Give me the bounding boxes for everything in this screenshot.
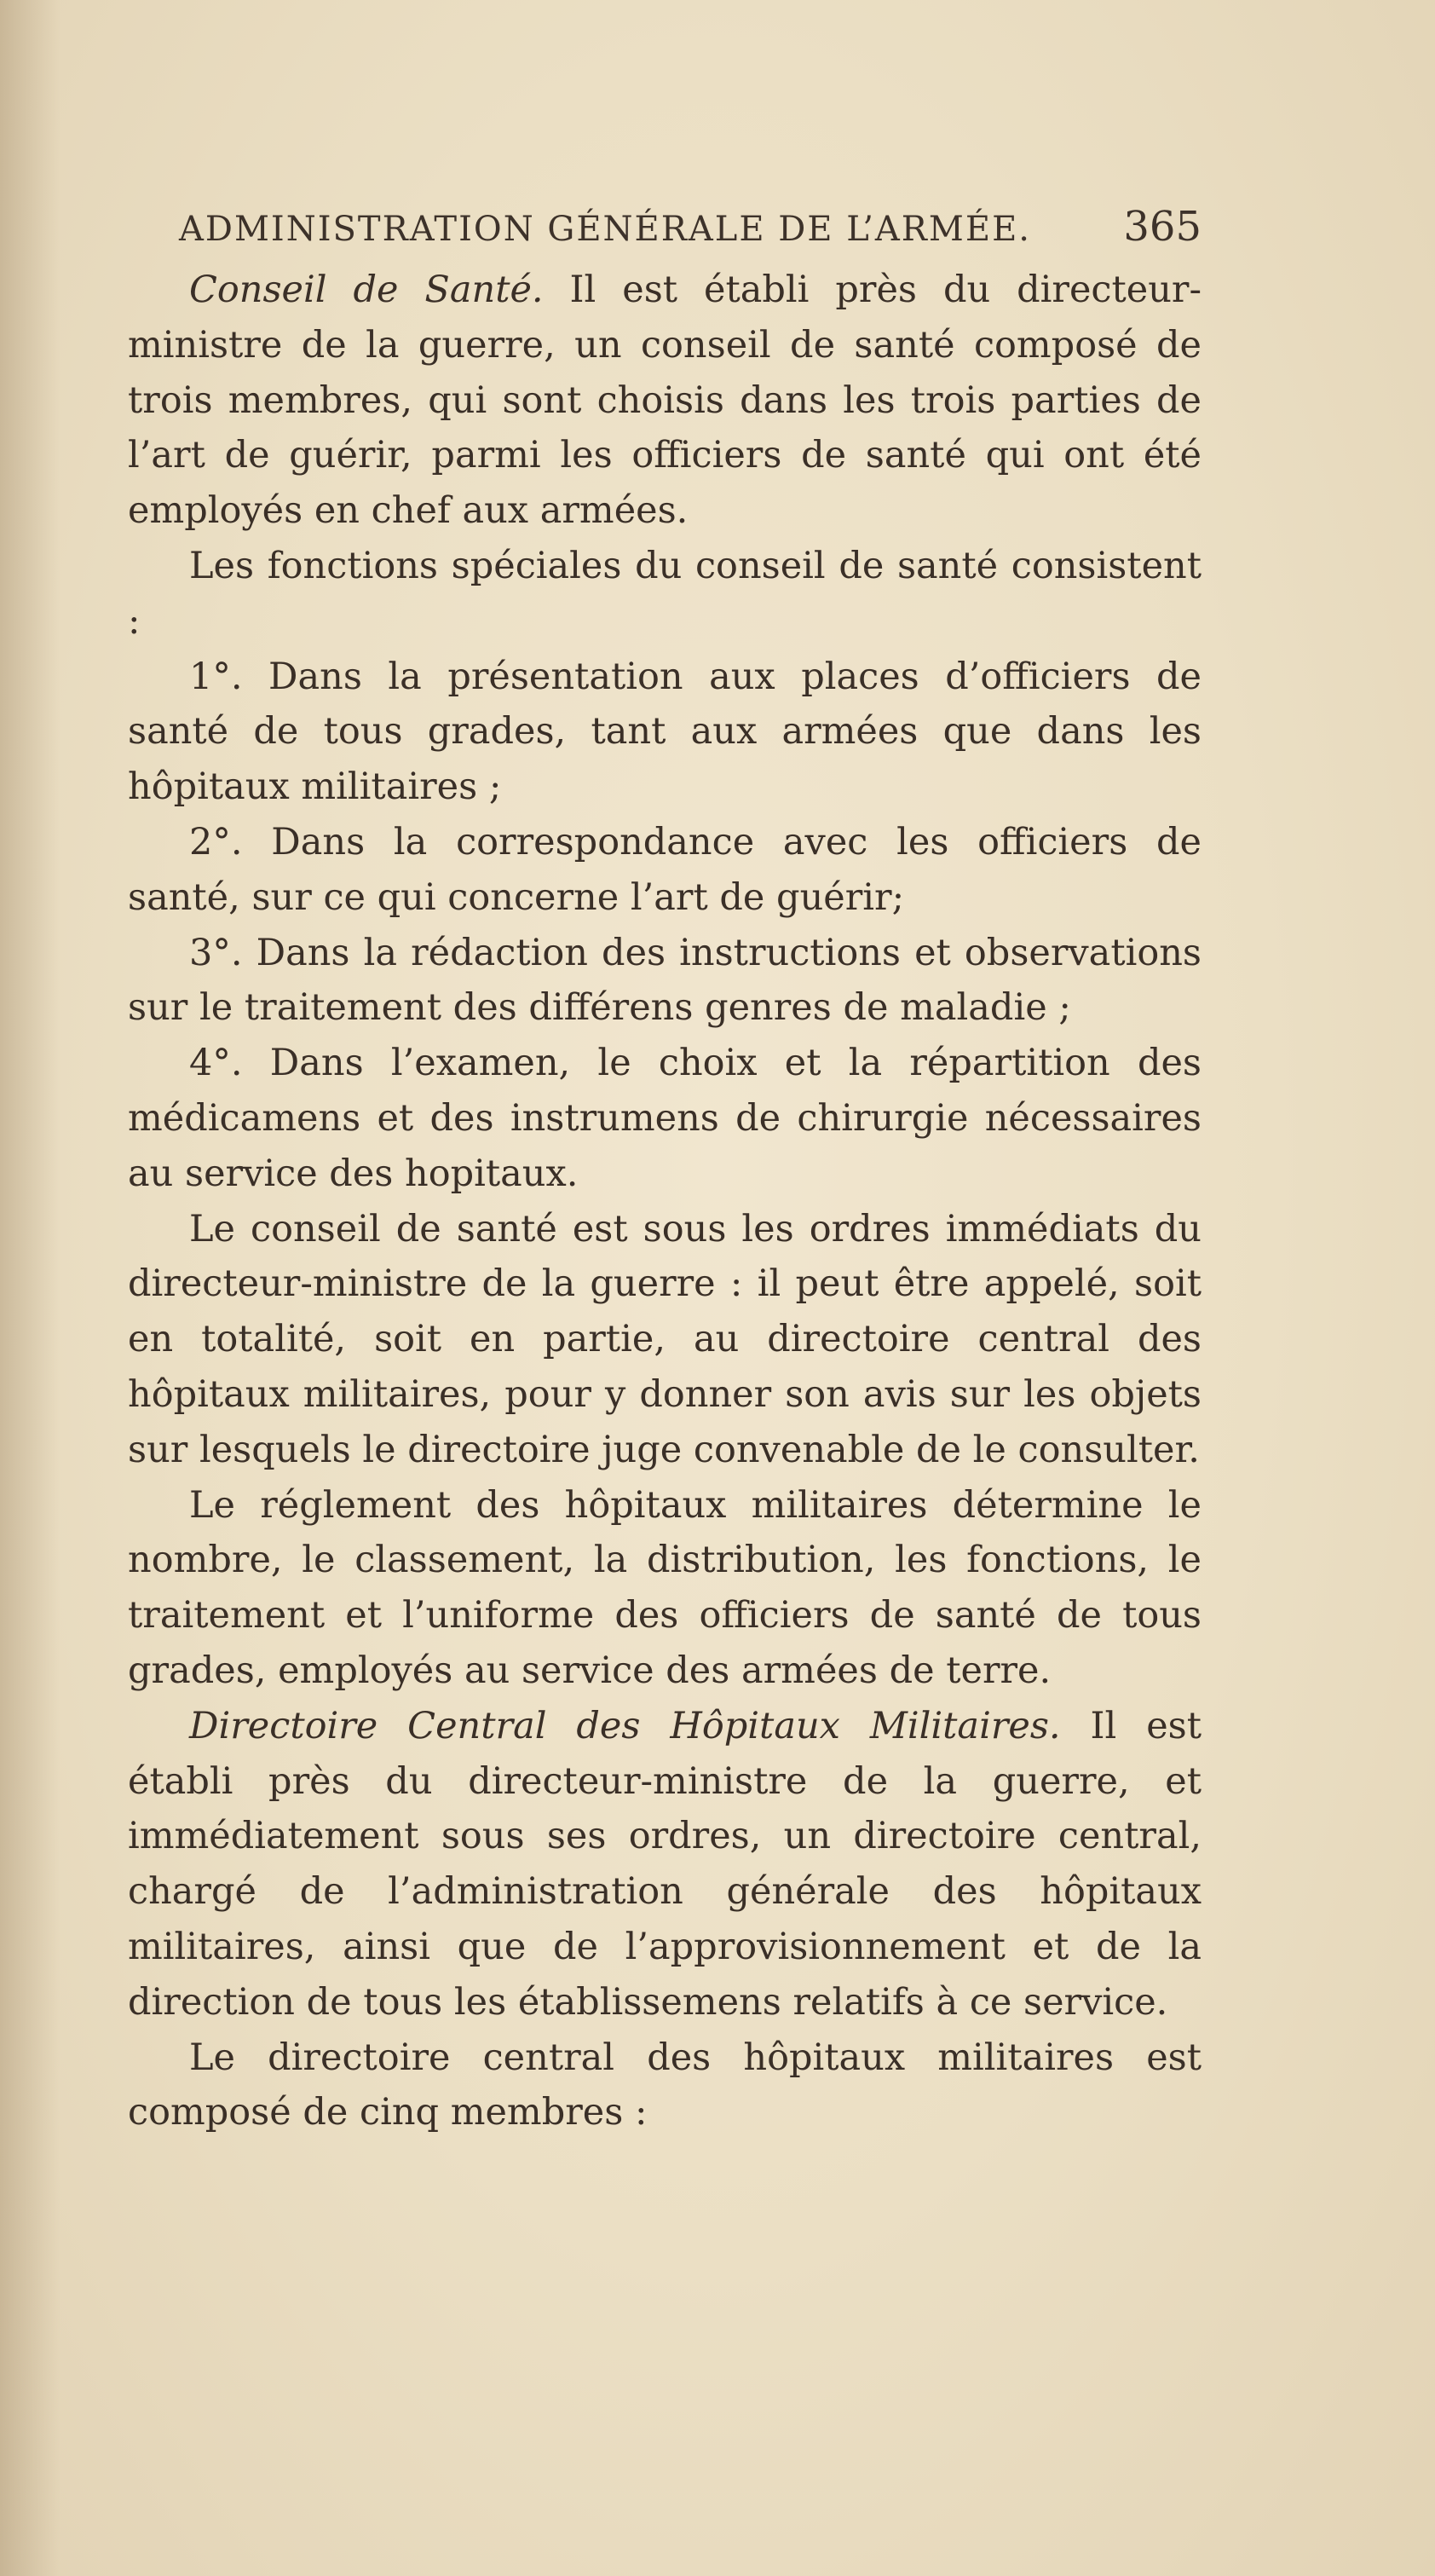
paragraph-text: 4°. Dans l’examen, le choix et la répartition des médicamens et des instrumens de chirurgie nécessaires au service des hopitaux.	[128, 1042, 1202, 1195]
paragraph-ordres	[128, 1202, 1202, 1478]
running-head-title: ADMINISTRATION GÉNÉRALE DE L’ARMÉE.	[179, 210, 1031, 249]
page-text-block	[128, 203, 1202, 2140]
paragraph-text: 1°. Dans la présentation aux places d’officiers de santé de tous grades, tant aux armées que dans les hôpitaux militaires ;	[128, 655, 1202, 809]
paragraph-text: Il est établi près du directeur-ministre de la guerre, un conseil de santé composé de trois membres, qui sont choisis dans les trois parties de l’art de guérir, parmi les officiers de santé qui ont été employés en chef aux armées.	[128, 269, 1202, 533]
paragraph-text: Le directoire central des hôpitaux militaires est composé de cinq membres :	[128, 2036, 1202, 2134]
paragraph-item-3	[128, 926, 1202, 1037]
paragraph-item-1	[128, 650, 1202, 815]
paragraph-item-4	[128, 1036, 1202, 1201]
section-lead-title: Directoire Central des Hôpitaux Militaires.	[189, 1704, 1061, 1747]
paragraph-reglement	[128, 1478, 1202, 1699]
paragraph-text: Le conseil de santé est sous les ordres immédiats du directeur-ministre de la guerre : il peut être appelé, soit en totalité, soit en partie, au directoire central des hôpitaux militaires, pour y donner son avis sur les objets sur lesquels le directoire juge convenable de le consulter.	[128, 1207, 1202, 1471]
paragraph-text: Il est établi près du directeur-ministre de la guerre, et immédiatement sous ses ordres, un directoire central, chargé de l’administration générale des hôpitaux militaires, ainsi que de l’approvisionnement et de la direction de tous les établissemens relatifs à ce service.	[128, 1704, 1202, 2024]
paragraph-composition	[128, 2030, 1202, 2141]
section-lead-title: Conseil de Santé.	[189, 269, 544, 311]
paragraph-text: Le réglement des hôpitaux militaires détermine le nombre, le classement, la distribution, les fonctions, le traitement et l’uniforme des officiers de santé de tous grades, employés au service des armées de terre.	[128, 1483, 1202, 1692]
paragraph-fonctions	[128, 539, 1202, 650]
page-number: 365	[1123, 203, 1202, 251]
paragraph-text: Les fonctions spéciales du conseil de santé consistent :	[128, 544, 1202, 643]
paragraph-conseil-de-sante	[128, 263, 1202, 539]
paragraph-text: 2°. Dans la correspondance avec les officiers de santé, sur ce qui concerne l’art de guérir;	[128, 820, 1202, 919]
gutter-shadow	[0, 0, 60, 2576]
running-head	[128, 203, 1202, 251]
paragraph-directoire-central	[128, 1699, 1202, 2030]
paragraph-text: 3°. Dans la rédaction des instructions et observations sur le traitement des différens genres de maladie ;	[128, 931, 1202, 1030]
paragraph-item-2	[128, 815, 1202, 926]
